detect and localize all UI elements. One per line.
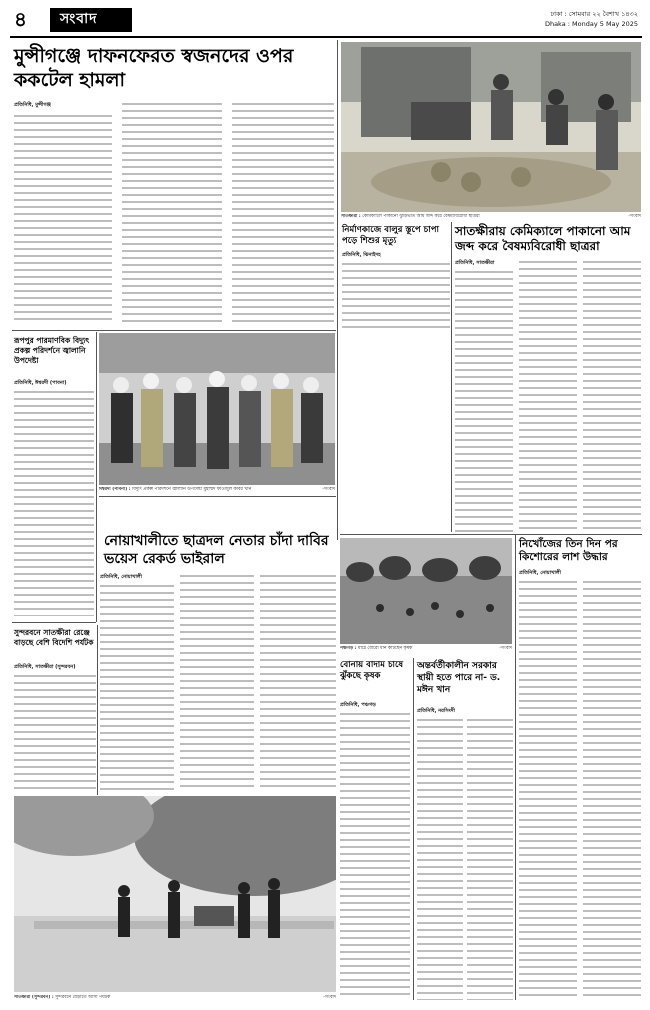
story-headline: বোনায় বাদাম চাষে ঝুঁকছে কৃষক — [340, 660, 404, 681]
story-headline: নির্মাণকাজে বালুর স্তূপে চাপা পড়ে শিশুর মৃত্যু — [342, 225, 439, 246]
text-column — [232, 100, 334, 324]
text-column — [100, 582, 174, 790]
masthead — [10, 6, 642, 36]
column-divider — [337, 40, 338, 540]
photo-caption — [99, 487, 335, 493]
story-byline: প্রতিনিধি, সাতক্ষীরা — [455, 260, 495, 266]
masthead-rule — [10, 36, 642, 38]
news-photo — [341, 42, 641, 212]
photo-farm-field — [340, 538, 512, 644]
masthead-logo — [50, 8, 132, 32]
story-byline: প্রতিনিধি, নরসিংদী — [417, 708, 455, 714]
photo-credit: -সংবাদ — [322, 487, 335, 492]
story-byline: প্রতিনিধি, ঝিনাইদহ — [342, 252, 381, 258]
text-column — [14, 672, 96, 790]
text-column — [14, 112, 112, 324]
column-divider — [96, 332, 97, 622]
story-body — [14, 378, 94, 616]
section-divider — [12, 330, 336, 331]
news-photo — [99, 333, 335, 485]
story-body — [342, 250, 450, 330]
photo-caption — [340, 646, 512, 652]
photo-credit: -সংবাদ — [323, 995, 336, 1000]
text-column — [14, 388, 94, 616]
photo-workers-mango — [341, 42, 641, 212]
story-body — [14, 662, 96, 790]
issue-date-en: Dhaka : Monday 5 May 2025 — [544, 20, 638, 28]
story-byline: প্রতিনিধি, পঞ্চগড় — [340, 702, 376, 708]
photo-credit: -সংবাদ — [628, 214, 641, 219]
photo-rooppur-visit — [99, 333, 335, 485]
story-byline: প্রতিনিধি, নোয়াখালী — [519, 570, 561, 576]
page-number: ৪ — [14, 7, 27, 31]
column-divider — [413, 658, 414, 1000]
text-column — [583, 258, 641, 533]
story-headline: রূপপুর পারমাণবিক বিদ্যুৎ প্রকল্প পরিদর্শনে জ্বালানি উপদেষ্টা — [14, 336, 90, 365]
text-column — [180, 572, 254, 790]
story-headline: সুন্দরবনে সাতক্ষীরা রেঞ্জে বাড়ছে বেশি বিদেশি পর্যটক — [14, 628, 94, 647]
caption-location: সাতক্ষীরা : — [341, 214, 361, 219]
section-divider — [99, 496, 336, 497]
caption-text: সুন্দরবনে বেড়াতে আসা পর্যটক — [55, 995, 111, 1000]
column-divider — [451, 222, 452, 532]
text-column — [519, 258, 577, 533]
text-column — [467, 716, 513, 1000]
photo-caption — [341, 214, 641, 220]
caption-text: বিদ্যুৎ প্রকল্প পরিদর্শনে জ্বালানি উপদেষ্টা মুহাম্মদ ফাওজুল কবির খান — [131, 487, 252, 492]
story-byline: প্রতিনিধি, সাতক্ষীরা (সুন্দরবন) — [14, 664, 76, 670]
caption-location: ঈশ্বরদী (পাবনা) : — [99, 487, 131, 492]
story-body — [455, 258, 641, 533]
caption-location: সাতক্ষীরা (সুন্দরবন) : — [14, 995, 54, 1000]
text-column — [417, 716, 463, 1000]
column-divider — [97, 625, 98, 795]
text-column — [519, 578, 577, 998]
photo-caption — [14, 995, 336, 1001]
story-body — [417, 706, 513, 1000]
section-divider — [12, 622, 96, 623]
story-headline: সাতক্ষীরায় কেমিক্যালে পাকানো আম জব্দ করে বৈষম্যবিরোধী ছাত্ররা — [455, 224, 631, 253]
story-body — [14, 100, 334, 326]
text-column — [122, 100, 222, 324]
caption-text: কেমিক্যালে পাকানো ঝুড়িভর্তি আম জব্দ করে বৈষম্যবিরোধী ছাত্ররা — [362, 214, 480, 219]
story-headline: অন্তর্বর্তীকালীন সরকার স্থায়ী হতে পারে না- ড. মঈন খান — [417, 661, 501, 695]
caption-text: মাঠে বোরো ধান কাটছেন কৃষক — [357, 646, 413, 651]
text-column — [340, 710, 410, 1000]
text-column — [342, 260, 450, 330]
caption-location: পঞ্চগড় : — [340, 646, 357, 651]
issue-date-bn: ঢাকা : সোমবার ২২ বৈশাখ ১৪৩২ — [550, 10, 638, 18]
text-column — [260, 572, 336, 790]
story-byline: প্রতিনিধি, মুন্সীগঞ্জ — [14, 102, 51, 108]
story-body — [340, 700, 410, 1000]
story-byline: প্রতিনিধি, নোয়াখালী — [100, 574, 142, 580]
story-body — [519, 568, 641, 1000]
column-divider — [515, 534, 516, 1000]
story-headline: নিখোঁজের তিন দিন পর কিশোরের লাশ উদ্ধার — [519, 538, 618, 563]
story-headline: নোয়াখালীতে ছাত্রদল নেতার চাঁদা দাবির ভয়েস রেকর্ড ভাইরাল — [104, 533, 329, 567]
photo-sundarban-tourists — [14, 796, 336, 992]
story-byline: প্রতিনিধি, ঈশ্বরদী (পাবনা) — [14, 380, 67, 386]
masthead-logo-text: সংবাদ — [60, 11, 98, 27]
story-body — [100, 572, 336, 792]
news-photo — [14, 796, 336, 992]
story-headline: মুন্সীগঞ্জে দাফনফেরত স্বজনদের ওপর ককটেল হামলা — [14, 45, 294, 91]
text-column — [583, 578, 641, 998]
text-column — [455, 268, 513, 533]
news-photo — [340, 538, 512, 644]
section-divider — [340, 534, 642, 535]
photo-credit: -সংবাদ — [499, 646, 512, 651]
